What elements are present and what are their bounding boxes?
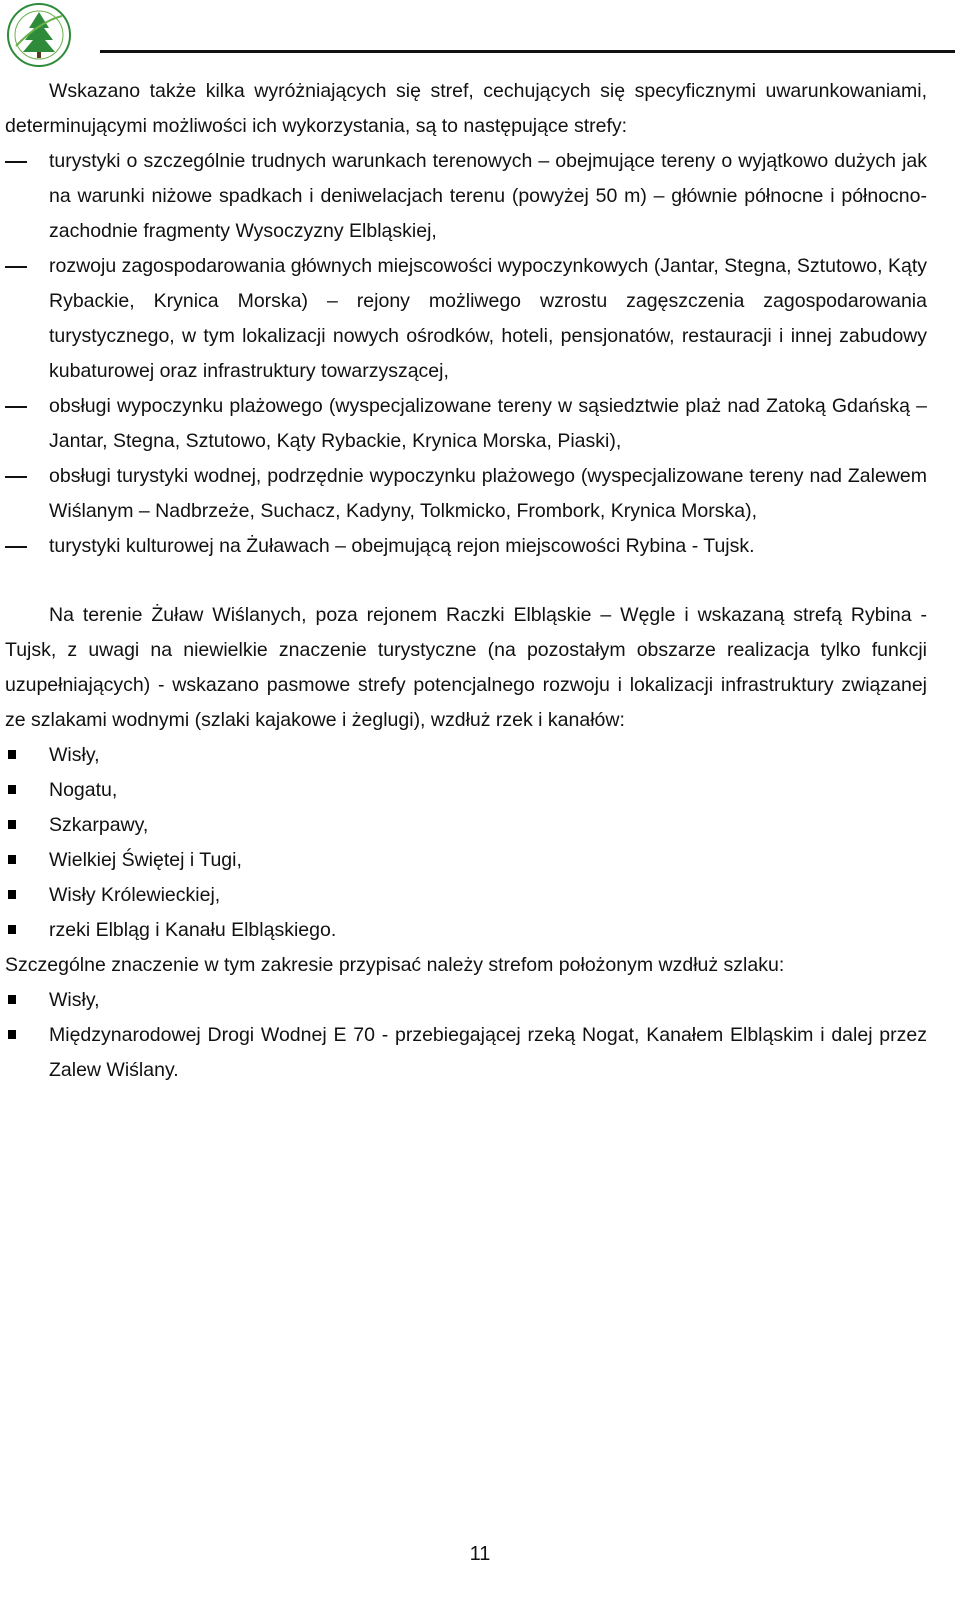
square-bullet-icon — [8, 1030, 16, 1039]
list-item: Wielkiej Świętej i Tugi, — [5, 843, 927, 878]
list-item: rozwoju zagospodarowania głównych miejscowości wypoczynkowych (Jantar, Stegna, Sztutowo, Kąty Rybackie, Krynica Morska) – rejony możliwego wzrostu zagęszczenia zagospodarowania turystycznego, w tym lokalizacji nowych ośrodków, hoteli, pensjonatów, restauracji i innej zabudowy kubaturowej oraz infrastruktury towarzyszącej, — [5, 249, 927, 389]
routes-list — [5, 983, 927, 1088]
page-number: 11 — [469, 1543, 491, 1565]
square-bullet-icon — [8, 890, 16, 899]
square-bullet-icon — [8, 995, 16, 1004]
list-item: turystyki o szczególnie trudnych warunkach terenowych – obejmujące tereny o wyjątkowo dużych jak na warunki niżowe spadkach i deniwelacjach terenu (powyżej 50 m) – głównie północne i północno-zachodnie fragmenty Wysoczyzny Elbląskiej, — [5, 144, 927, 249]
square-bullet-icon — [8, 855, 16, 864]
logo-emblem — [4, 2, 74, 68]
rivers-list — [5, 738, 927, 948]
list-item: turystyki kulturowej na Żuławach – obejmującą rejon miejscowości Rybina - Tujsk. — [5, 529, 927, 564]
document-body — [5, 74, 927, 1088]
dash-bullet-icon — [5, 476, 27, 478]
list-item: obsługi turystyki wodnej, podrzędnie wypoczynku plażowego (wyspecjalizowane tereny nad Zalewem Wiślanym – Nadbrzeże, Suchacz, Kadyny, Tolkmicko, Frombork, Krynica Morska), — [5, 459, 927, 529]
square-bullet-icon — [8, 820, 16, 829]
dash-bullet-icon — [5, 546, 27, 548]
list-item: Nogatu, — [5, 773, 927, 808]
dash-bullet-icon — [5, 266, 27, 268]
dash-bullet-icon — [5, 161, 27, 163]
list-item: Wisły, — [5, 983, 927, 1018]
paragraph-intro: Wskazano także kilka wyróżniających się stref, cechujących się specyficznymi uwarunkowaniami, determinującymi możliwości ich wykorzystania, są to następujące strefy: — [5, 80, 927, 137]
list-item: Wisły, — [5, 738, 927, 773]
square-bullet-icon — [8, 925, 16, 934]
tree-emblem-icon — [4, 2, 74, 68]
square-bullet-icon — [8, 750, 16, 759]
header-rule — [100, 50, 955, 53]
list-item: obsługi wypoczynku plażowego (wyspecjalizowane tereny w sąsiedztwie plaż nad Zatoką Gdańską – Jantar, Stegna, Sztutowo, Kąty Rybackie, Krynica Morska, Piaski), — [5, 389, 927, 459]
list-item: Szkarpawy, — [5, 808, 927, 843]
paragraph-spacer — [5, 564, 927, 598]
paragraph-significance: Szczególne znaczenie w tym zakresie przypisać należy strefom położonym wzdłuż szlaku: — [5, 954, 785, 976]
zones-list — [5, 144, 927, 564]
list-item: rzeki Elbląg i Kanału Elbląskiego. — [5, 913, 927, 948]
list-item: Międzynarodowej Drogi Wodnej E 70 - przebiegającej rzeką Nogat, Kanałem Elbląskim i dalej przez Zalew Wiślany. — [5, 1018, 927, 1088]
list-item: Wisły Królewieckiej, — [5, 878, 927, 913]
paragraph-zulawy: Na terenie Żuław Wiślanych, poza rejonem Raczki Elbląskie – Węgle i wskazaną strefą Rybina - Tujsk, z uwagi na niewielkie znaczenie turystyczne (na pozostałym obszarze realizacja tylko funkcji uzupełniających) - wskazano pasmowe strefy potencjalnego rozwoju i lokalizacji infrastruktury związanej ze szlakami wodnymi (szlaki kajakowe i żeglugi), wzdłuż rzek i kanałów: — [5, 604, 927, 731]
square-bullet-icon — [8, 785, 16, 794]
dash-bullet-icon — [5, 406, 27, 408]
